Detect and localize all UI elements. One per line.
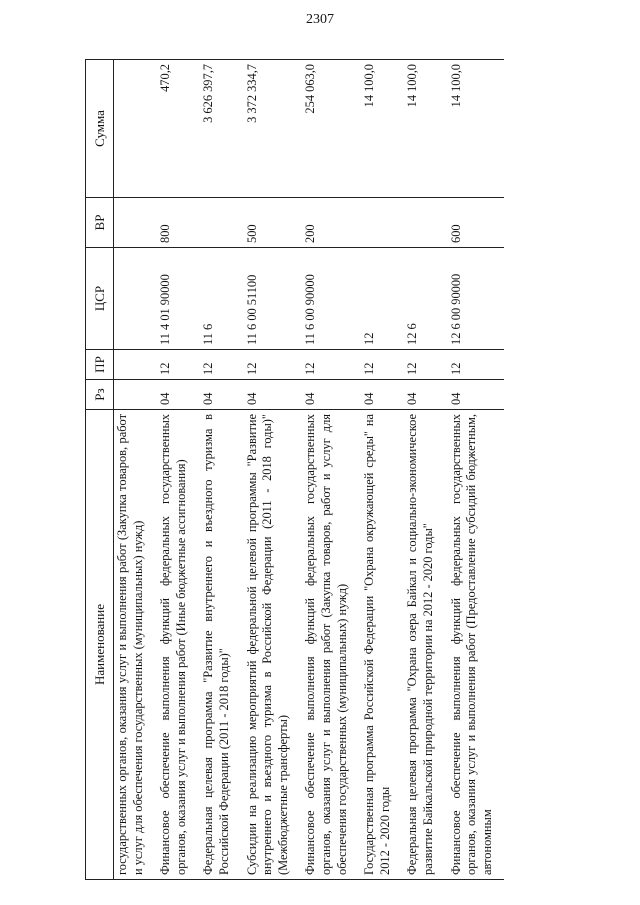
row-name: Финансовое обеспечение выполнения функций федеральных государственных органов, оказания услуг и выполнения работ (Закупка товаров, работ и услуг для обеспечения государственных (муниципальных) нужд) bbox=[300, 410, 359, 880]
row-sum: 254 063,0 bbox=[300, 60, 359, 198]
row-name: государственных органов, оказания услуг и выполнения работ (Закупка товаров, работ и услуг для обеспечения государственных (муниципальных) нужд) bbox=[114, 410, 156, 880]
row-csr: 12 6 00 90000 bbox=[446, 248, 505, 350]
row-sum: 3 626 397,7 bbox=[198, 60, 241, 198]
rotated-table-container bbox=[85, 60, 589, 880]
row-sum: 470,2 bbox=[155, 60, 198, 198]
table-row bbox=[155, 60, 198, 880]
row-vr bbox=[114, 198, 156, 248]
table-row bbox=[242, 60, 301, 880]
row-csr: 12 bbox=[359, 248, 402, 350]
row-rz: 04 bbox=[446, 380, 505, 410]
row-name: Государственная программа Российской Федерации "Охрана окружающей среды" на 2012 - 2020 годы bbox=[359, 410, 402, 880]
row-pr: 12 bbox=[359, 350, 402, 380]
row-vr bbox=[359, 198, 402, 248]
table-header-row bbox=[86, 60, 114, 880]
row-pr bbox=[114, 350, 156, 380]
header-csr: ЦСР bbox=[86, 248, 114, 350]
table-row bbox=[114, 60, 156, 880]
row-rz: 04 bbox=[155, 380, 198, 410]
row-sum: 3 372 334,7 bbox=[242, 60, 301, 198]
row-sum bbox=[114, 60, 156, 198]
budget-table bbox=[85, 59, 504, 880]
row-rz bbox=[114, 380, 156, 410]
row-name: Финансовое обеспечение выполнения функций федеральных государственных органов, оказания услуг и выполнения работ (Предоставление субсидий бюджетным, автономным bbox=[446, 410, 505, 880]
row-vr: 500 bbox=[242, 198, 301, 248]
row-vr bbox=[198, 198, 241, 248]
table-row bbox=[359, 60, 402, 880]
row-name: Федеральная целевая программа "Развитие внутреннего и въездного туризма в Российской Федерации (2011 - 2018 годы)" bbox=[198, 410, 241, 880]
row-name: Субсидии на реализацию мероприятий федеральной целевой программы "Развитие внутреннего и въездного туризма в Российской Федерации (2011 - 2018 годы)" (Межбюджетные трансферты) bbox=[242, 410, 301, 880]
row-csr: 12 6 bbox=[402, 248, 445, 350]
row-rz: 04 bbox=[242, 380, 301, 410]
row-csr: 11 6 00 90000 bbox=[300, 248, 359, 350]
row-csr: 11 6 00 51100 bbox=[242, 248, 301, 350]
header-sum: Сумма bbox=[86, 60, 114, 198]
table-row bbox=[198, 60, 241, 880]
page-number: 2307 bbox=[306, 12, 334, 27]
header-name: Наименование bbox=[86, 410, 114, 880]
row-rz: 04 bbox=[402, 380, 445, 410]
row-sum: 14 100,0 bbox=[402, 60, 445, 198]
row-sum: 14 100,0 bbox=[446, 60, 505, 198]
row-name: Финансовое обеспечение выполнения функций федеральных государственных органов, оказания услуг и выполнения работ (Иные бюджетные ассигнования) bbox=[155, 410, 198, 880]
row-sum: 14 100,0 bbox=[359, 60, 402, 198]
table-row bbox=[300, 60, 359, 880]
row-pr: 12 bbox=[446, 350, 505, 380]
row-csr: 11 6 bbox=[198, 248, 241, 350]
row-name: Федеральная целевая программа "Охрана озера Байкал и социально-экономическое развитие Байкальской природной территории на 2012 - 2020 годы" bbox=[402, 410, 445, 880]
row-vr: 600 bbox=[446, 198, 505, 248]
header-vr: ВР bbox=[86, 198, 114, 248]
row-pr: 12 bbox=[402, 350, 445, 380]
row-vr: 200 bbox=[300, 198, 359, 248]
row-csr bbox=[114, 248, 156, 350]
row-rz: 04 bbox=[359, 380, 402, 410]
row-pr: 12 bbox=[242, 350, 301, 380]
row-rz: 04 bbox=[300, 380, 359, 410]
header-rz: Рз bbox=[86, 380, 114, 410]
row-csr: 11 4 01 90000 bbox=[155, 248, 198, 350]
row-rz: 04 bbox=[198, 380, 241, 410]
table-row bbox=[446, 60, 505, 880]
row-vr: 800 bbox=[155, 198, 198, 248]
table-row bbox=[402, 60, 445, 880]
row-vr bbox=[402, 198, 445, 248]
row-pr: 12 bbox=[155, 350, 198, 380]
row-pr: 12 bbox=[300, 350, 359, 380]
header-pr: ПР bbox=[86, 350, 114, 380]
row-pr: 12 bbox=[198, 350, 241, 380]
